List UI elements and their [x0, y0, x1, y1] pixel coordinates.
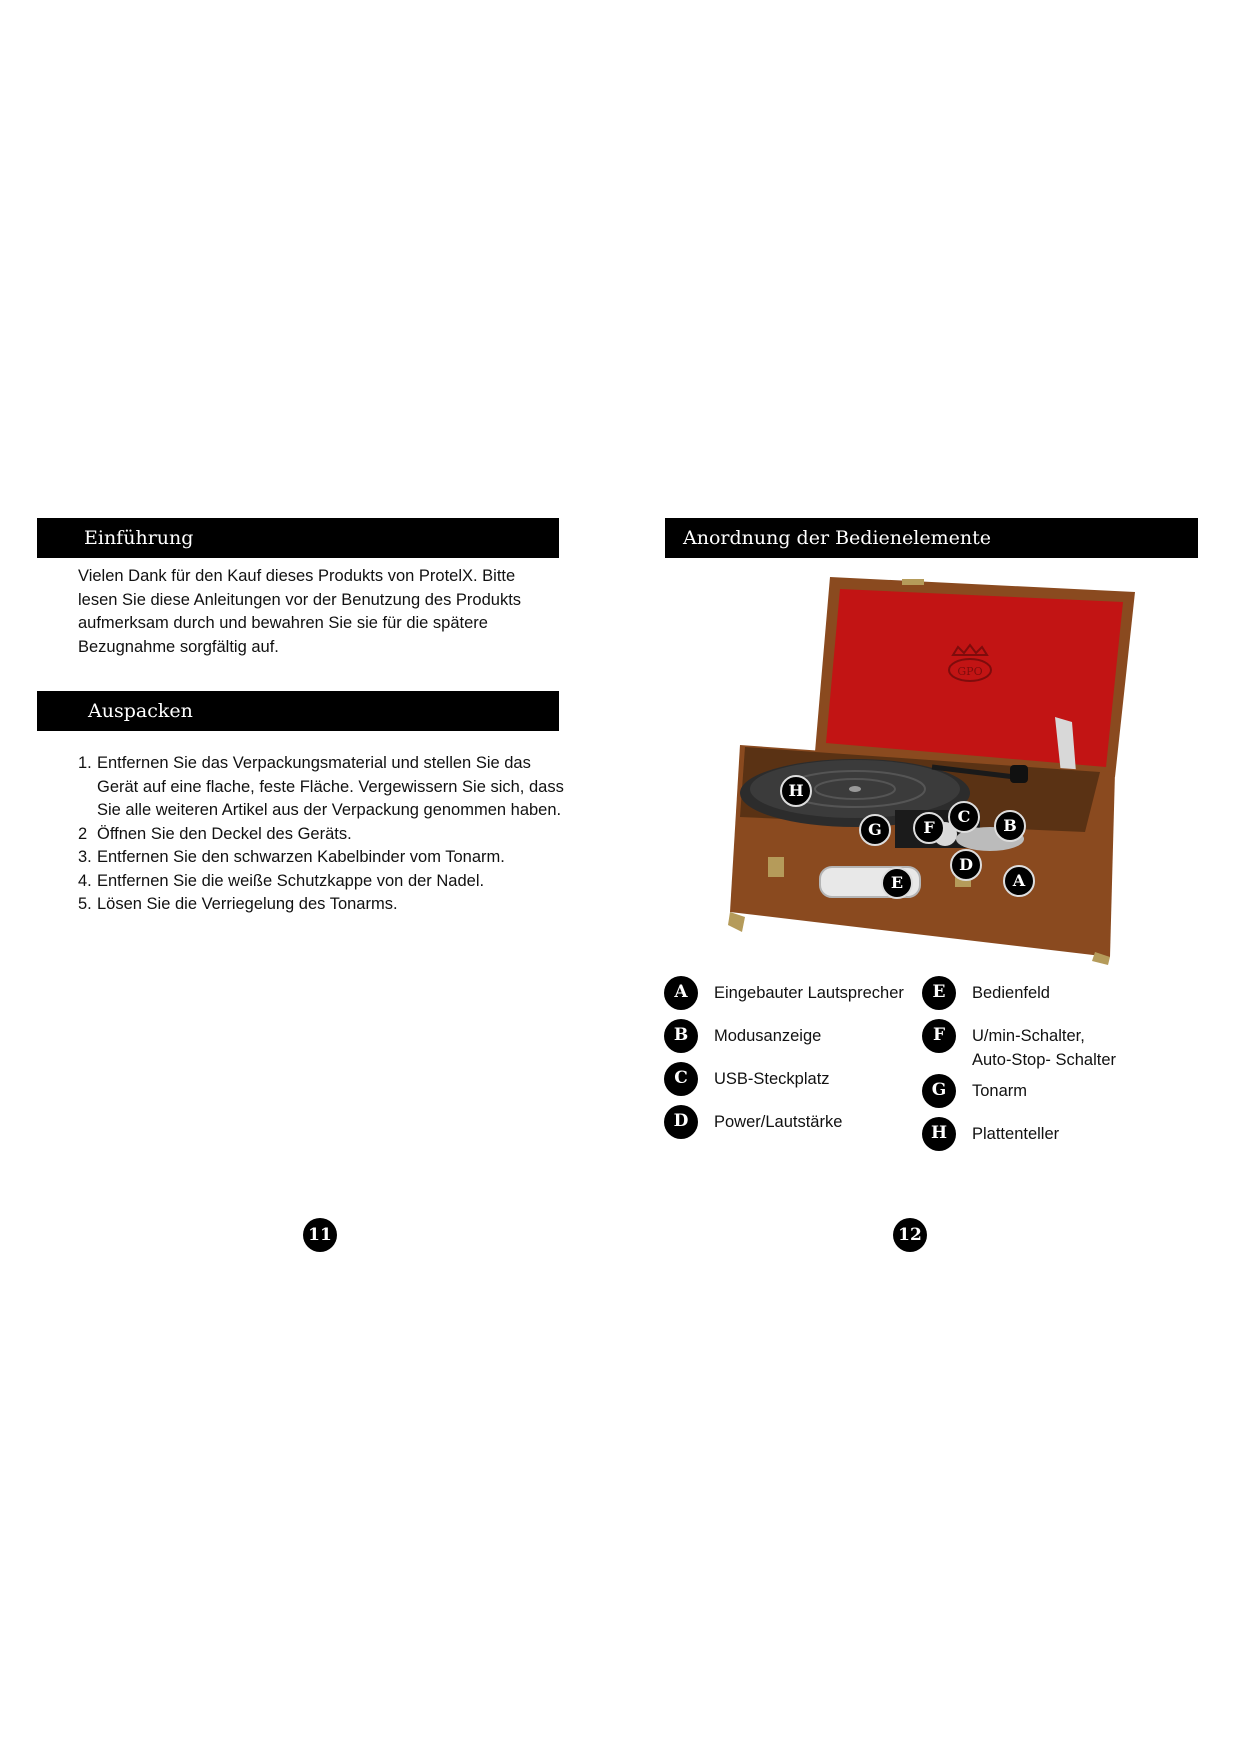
legend-label: Eingebauter Lautsprecher — [714, 984, 904, 1002]
intro-line: Bezugnahme sorgfältig auf. — [78, 637, 279, 656]
step-number: 1. — [78, 754, 92, 772]
step-text: Öffnen Sie den Deckel des Geräts. — [97, 824, 352, 843]
legend-badge: H — [922, 1117, 956, 1151]
legend-label: Bedienfeld — [972, 984, 1050, 1002]
gpo-logo-text: GPO — [957, 665, 983, 678]
step-number: 5. — [78, 895, 92, 913]
legend-badge: A — [664, 976, 698, 1010]
lid-latch — [902, 579, 924, 585]
left-page — [0, 0, 620, 1754]
legend-badge: C — [664, 1062, 698, 1096]
list-item — [78, 893, 567, 917]
page-number: 11 — [303, 1218, 337, 1252]
step-text: Entfernen Sie den schwarzen Kabelbinder vom Tonarm. — [97, 848, 505, 866]
marker-g: G — [859, 814, 891, 846]
right-page — [620, 0, 1241, 1754]
step-number: 4. — [78, 871, 92, 890]
intro-paragraph — [78, 565, 598, 659]
legend-label: Power/Lautstärke — [714, 1113, 843, 1131]
legend-label: Tonarm — [972, 1082, 1028, 1100]
marker-h: H — [780, 775, 812, 807]
legend-badge: F — [922, 1019, 956, 1053]
list-item — [78, 870, 567, 894]
step-text: Entfernen Sie das Verpackungsmaterial und stellen Sie das Gerät auf eine flache, feste Fläche. Vergewissern Sie sich, dass Sie alle weiteren Artikel aus der Verpackung genommen haben. — [97, 754, 564, 819]
legend-label: Modusanzeige — [714, 1027, 822, 1045]
record-player-photo — [670, 567, 1160, 967]
step-text: Lösen Sie die Verriegelung des Tonarms. — [97, 895, 398, 913]
marker-c: C — [948, 801, 980, 833]
legend-badge: D — [664, 1105, 698, 1139]
marker-b: B — [994, 810, 1026, 842]
lid-lining — [826, 589, 1123, 767]
list-item — [78, 752, 567, 823]
legend-label: U/min-Schalter, — [972, 1027, 1085, 1045]
step-text: Entfernen Sie die weiße Schutzkappe von der Nadel. — [97, 871, 485, 890]
section-heading-controls: Anordnung der Bedienelemente — [665, 518, 1198, 558]
list-item — [78, 846, 567, 870]
legend-badge: G — [922, 1074, 956, 1108]
marker-a: A — [1003, 865, 1035, 897]
intro-line: Vielen Dank für den Kauf dieses Produkts von ProtelX. Bitte — [78, 567, 516, 585]
list-item — [78, 823, 567, 847]
legend-label-line2: Auto-Stop- Schalter — [972, 1051, 1116, 1069]
case-latch-left — [768, 857, 784, 877]
marker-e: E — [881, 867, 913, 899]
marker-f: F — [913, 812, 945, 844]
legend-badge: B — [664, 1019, 698, 1053]
page-number: 12 — [893, 1218, 927, 1252]
legend-badge: E — [922, 976, 956, 1010]
section-heading-unpack: Auspacken — [37, 691, 559, 731]
step-number: 2 — [78, 824, 88, 843]
legend-label: USB-Steckplatz — [714, 1070, 830, 1088]
legend-label: Plattenteller — [972, 1125, 1060, 1143]
unpack-steps-list — [78, 752, 567, 917]
step-number: 3. — [78, 848, 92, 866]
intro-line: lesen Sie diese Anleitungen vor der Benutzung des Produkts — [78, 590, 522, 609]
section-heading-intro: Einführung — [37, 518, 559, 558]
intro-line: aufmerksam durch und bewahren Sie sie für die spätere — [78, 614, 488, 632]
marker-d: D — [950, 849, 982, 881]
